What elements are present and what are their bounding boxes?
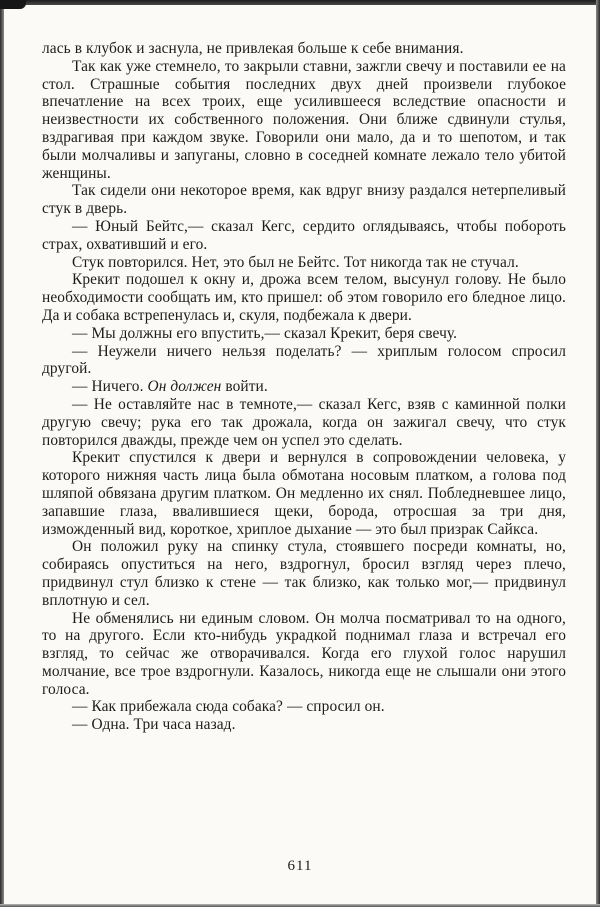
text-run: Он положил руку на спинку стула, стоявшего посреди комнаты, но, собираясь опуститься на него, вздрогнул, бросил взгляд через плечо, придвинул стул близко к стене — так близко, как только мог,— придвинул вплотную и сел. bbox=[42, 538, 566, 609]
page-text bbox=[42, 40, 566, 734]
paragraph bbox=[42, 218, 566, 254]
text-run: войти. bbox=[221, 378, 268, 396]
paragraph bbox=[42, 40, 566, 58]
paragraph bbox=[42, 716, 566, 734]
text-run: Стук повторился. Нет, это был не Бейтс. Тот никогда так не стучал. bbox=[72, 253, 519, 271]
scan-edge-left bbox=[0, 0, 4, 907]
text-run: — Одна. Три часа назад. bbox=[72, 716, 236, 734]
text-run: Не обменялись ни единым словом. Он молча посматривал то на одного, то на другого. Если кто-нибудь украдкой поднимал глаза и встречал его взгляд, то сейчас же отворачивался. Когда его глухой голос нарушил молчание, все трое вздрогнули. Казалось, никогда еще не слышали они этого голоса. bbox=[42, 609, 566, 698]
text-run: Так как уже стемнело, то закрыли ставни, зажгли свечу и поставили ее на стол. Страшные события последних двух дней произвели глубокое впечатление на всех троих, еще усилившееся вследствие опасности и неизвестности их собственного положения. Они ближе сдвинули стулья, вздрагивая при каждом звуке. Говорили они мало, да и то шепотом, и так были молчаливы и запуганы, словно в соседней комнате лежало тело убитой женщины. bbox=[42, 57, 566, 182]
paragraph bbox=[42, 378, 566, 396]
text-run: — Неужели ничего нельзя поделать? — хриплым голосом спросил другой. bbox=[42, 342, 566, 378]
text-run: — Ничего. bbox=[72, 378, 148, 396]
text-run: лась в клубок и заснула, не привлекая больше к себе внимания. bbox=[42, 40, 464, 57]
scan-edge-top bbox=[0, 0, 600, 5]
paragraph bbox=[42, 325, 566, 343]
text-run: Крекит спустился к двери и вернулся в сопровождении человека, у которого нижняя часть лица была обмотана носовым платком, а голова под шляпой обвязана другим платком. Он медленно их снял. Побледневшее лицо, запавшие глаза, ввалившиеся щеки, борода, отросшая за три дня, изможденный вид, короткое, хриплое дыхание — это был призрак Сайкса. bbox=[42, 449, 566, 538]
paragraph bbox=[42, 182, 566, 218]
italic-text-run: Он должен bbox=[147, 378, 222, 396]
paragraph bbox=[42, 610, 566, 699]
paragraph bbox=[42, 343, 566, 379]
text-run: — Не оставляйте нас в темноте,— сказал Кегс, взяв с каминной полки другую свечу; рука его так дрожала, когда он зажигал свечу, что стук повторился дважды, прежде чем он успел это сделать. bbox=[42, 395, 566, 449]
paragraph bbox=[42, 698, 566, 716]
text-run: Крекит подошел к окну и, дрожа всем телом, высунул голову. Не было необходимости сообщать им, кто пришел: об этом говорило его бледное лицо. Да и собака встрепенулась и, скуля, подбежала к двери. bbox=[42, 271, 566, 324]
paragraph bbox=[42, 396, 566, 449]
text-run: — Юный Бейтс,— сказал Кегс, сердито оглядываясь, чтобы побороть страх, охвативший и его. bbox=[42, 217, 566, 253]
paragraph bbox=[42, 538, 566, 609]
text-run: — Как прибежала сюда собака? — спросил он. bbox=[72, 698, 385, 716]
paragraph bbox=[42, 449, 566, 538]
paragraph bbox=[42, 254, 566, 272]
text-run: — Мы должны его впустить,— сказал Крекит, беря свечу. bbox=[72, 324, 458, 342]
text-run: Так сидели они некоторое время, как вдруг внизу раздался нетерпеливый стук в дверь. bbox=[42, 182, 566, 218]
scan-edge-right bbox=[596, 0, 600, 907]
paragraph bbox=[42, 271, 566, 324]
paragraph bbox=[42, 58, 566, 183]
page-number: 611 bbox=[287, 858, 313, 874]
scan-corner-mark bbox=[0, 0, 26, 9]
